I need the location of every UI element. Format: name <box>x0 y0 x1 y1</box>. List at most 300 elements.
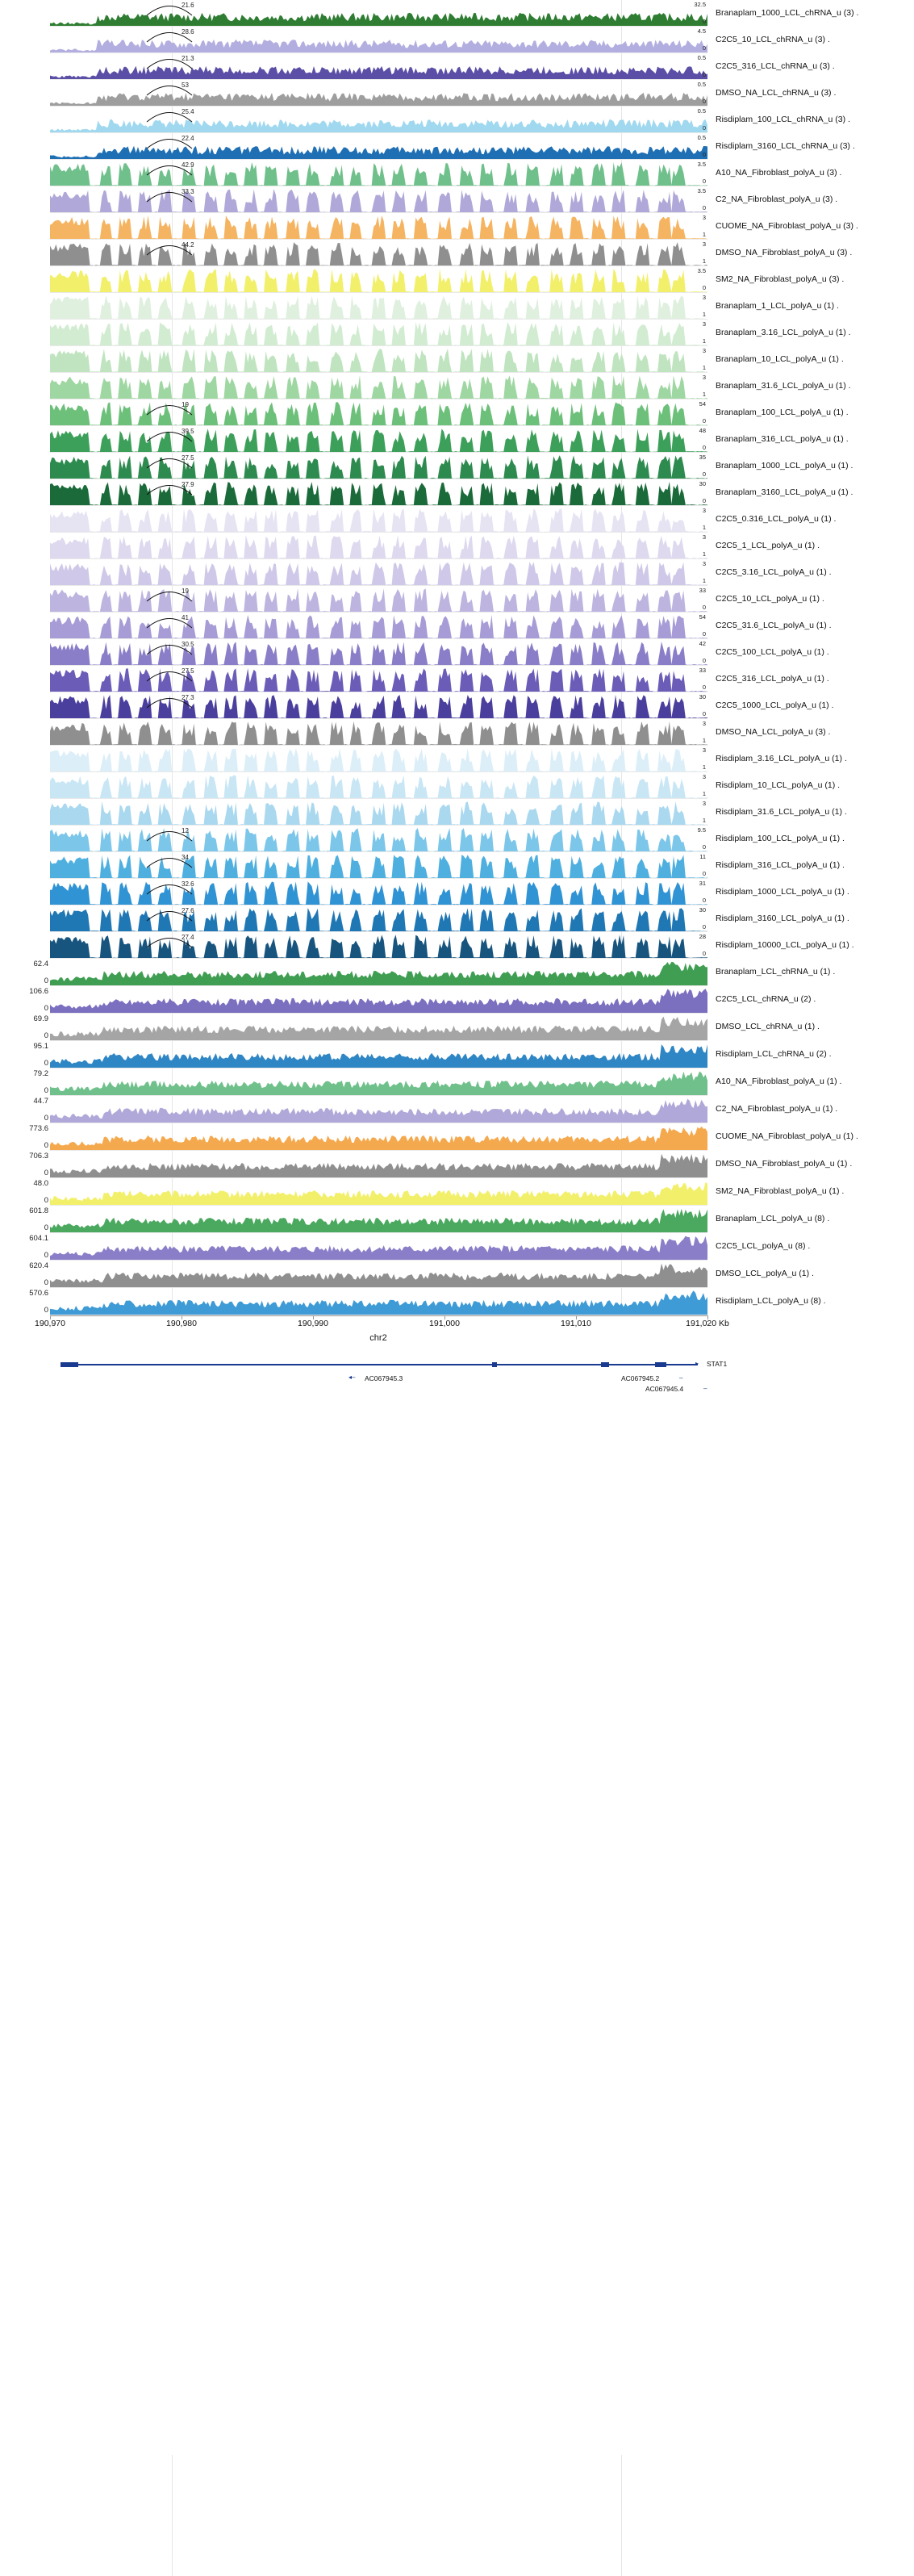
track-row[interactable] <box>0 266 914 293</box>
junction-count-label: 27.9 <box>182 481 194 488</box>
track-y-axis <box>0 1151 50 1178</box>
track-row[interactable] <box>0 1068 914 1096</box>
y-axis-min: 0 <box>44 1114 48 1123</box>
track-y-axis <box>0 799 50 826</box>
splice-junction-arc <box>145 188 194 204</box>
coverage-signal <box>50 1041 707 1068</box>
track-label <box>707 1068 914 1096</box>
track-y-axis <box>0 772 50 799</box>
track-plot[interactable] <box>50 772 707 799</box>
gene-exon <box>61 1362 78 1367</box>
track-row[interactable] <box>0 479 914 506</box>
track-row[interactable] <box>0 27 914 53</box>
track-label <box>707 586 914 613</box>
junction-count-label: 25.4 <box>182 108 194 115</box>
track-y-axis <box>0 373 50 399</box>
track-range-max: 54 <box>699 400 706 408</box>
junction-count-label: 21.6 <box>182 2 194 9</box>
track-label <box>707 293 914 320</box>
x-axis <box>0 1315 914 1353</box>
splice-junction-arc <box>145 428 194 444</box>
track-label-text: Branaplam_1000_LCL_chRNA_u (3) . <box>716 7 859 18</box>
track-plot[interactable] <box>50 346 707 373</box>
track-row[interactable] <box>0 852 914 879</box>
track-row[interactable] <box>0 959 914 986</box>
junction-count-label: 42.9 <box>182 161 194 169</box>
track-row[interactable] <box>0 826 914 852</box>
splice-junction-arc <box>145 827 194 843</box>
track-range-max: 3 <box>702 800 706 807</box>
track-label <box>707 852 914 879</box>
track-plot[interactable] <box>50 905 707 932</box>
track-y-axis <box>0 453 50 479</box>
track-plot[interactable] <box>50 213 707 240</box>
track-range-max: 4.5 <box>697 27 706 35</box>
track-plot[interactable] <box>50 320 707 346</box>
y-axis-max: 604.1 <box>29 1234 48 1243</box>
track-plot[interactable] <box>50 80 707 107</box>
track-plot[interactable] <box>50 53 707 80</box>
track-range-max: 3 <box>702 720 706 727</box>
track-y-axis <box>0 986 50 1014</box>
track-row[interactable] <box>0 692 914 719</box>
x-axis-label: chr2 <box>369 1333 387 1343</box>
track-y-axis <box>0 107 50 133</box>
y-axis-max: 79.2 <box>33 1069 48 1078</box>
coverage-signal <box>50 1068 707 1095</box>
track-plot[interactable] <box>50 1233 707 1261</box>
footer-guide-lines <box>0 2455 914 2576</box>
y-axis-max: 620.4 <box>29 1261 48 1270</box>
track-label <box>707 373 914 399</box>
splice-junction-arc <box>145 907 194 923</box>
track-label-text: Risdiplam_31.6_LCL_polyA_u (1) . <box>716 806 847 817</box>
track-y-axis <box>0 320 50 346</box>
track-label-text: Branaplam_3.16_LCL_polyA_u (1) . <box>716 327 851 337</box>
track-row[interactable] <box>0 879 914 905</box>
track-range-min: 1 <box>702 763 706 771</box>
x-axis-line <box>50 1315 707 1316</box>
track-plot[interactable] <box>50 1041 707 1068</box>
track-range-max: 3.5 <box>697 187 706 194</box>
track-plot[interactable] <box>50 959 707 986</box>
track-plot[interactable] <box>50 879 707 905</box>
track-label <box>707 533 914 559</box>
track-range-max: 35 <box>699 454 706 461</box>
coverage-signal <box>50 346 707 372</box>
track-label <box>707 799 914 826</box>
track-plot[interactable] <box>50 666 707 692</box>
track-plot[interactable] <box>50 932 707 959</box>
track-plot[interactable] <box>50 986 707 1014</box>
junction-count-label: 27.3 <box>182 694 194 701</box>
track-plot[interactable] <box>50 746 707 772</box>
track-label <box>707 27 914 53</box>
track-range-min: 0 <box>702 98 706 105</box>
junction-count-label: 34 <box>182 854 189 861</box>
track-row[interactable] <box>0 320 914 346</box>
track-row[interactable] <box>0 80 914 107</box>
track-label-text: Risdiplam_3.16_LCL_polyA_u (1) . <box>716 753 847 763</box>
track-label-text: SM2_NA_Fibroblast_polyA_u (1) . <box>716 1186 845 1197</box>
track-plot[interactable] <box>50 133 707 160</box>
track-row[interactable] <box>0 0 914 27</box>
coverage-signal <box>50 1123 707 1150</box>
track-range-min: 1 <box>702 364 706 371</box>
track-label-text: A10_NA_Fibroblast_polyA_u (1) . <box>716 1077 842 1087</box>
track-range-min: 0 <box>702 843 706 851</box>
coverage-signal <box>50 1233 707 1260</box>
track-label <box>707 399 914 426</box>
splice-junction-arc <box>145 161 194 178</box>
track-label-text: Branaplam_3160_LCL_polyA_u (1) . <box>716 487 853 497</box>
track-row[interactable] <box>0 559 914 586</box>
x-axis-tick-label: 190,990 <box>298 1319 328 1328</box>
coverage-signal <box>50 986 707 1013</box>
junction-count-label: 30.5 <box>182 641 194 648</box>
track-label <box>707 1206 914 1233</box>
track-label-text: DMSO_NA_Fibroblast_polyA_u (3) . <box>716 247 853 257</box>
track-range-max: 3 <box>702 746 706 754</box>
track-label <box>707 986 914 1014</box>
track-row[interactable] <box>0 1041 914 1068</box>
track-range-min: 1 <box>702 337 706 345</box>
track-y-axis <box>0 80 50 107</box>
track-plot[interactable] <box>50 479 707 506</box>
track-label-text: Risdiplam_LCL_polyA_u (8) . <box>716 1296 826 1307</box>
track-label-text: Risdiplam_1000_LCL_polyA_u (1) . <box>716 886 849 897</box>
splice-junction-arc <box>145 454 194 470</box>
x-axis-tick-label: 191,010 <box>561 1319 591 1328</box>
track-row[interactable] <box>0 586 914 613</box>
y-axis-min: 0 <box>44 1169 48 1177</box>
track-y-axis <box>0 559 50 586</box>
track-row[interactable] <box>0 186 914 213</box>
track-row[interactable] <box>0 1206 914 1233</box>
splice-junction-arc <box>145 667 194 684</box>
track-row[interactable] <box>0 53 914 80</box>
track-row[interactable] <box>0 639 914 666</box>
track-row[interactable] <box>0 213 914 240</box>
y-axis-min: 0 <box>44 1251 48 1260</box>
coverage-signal <box>50 1014 707 1040</box>
track-y-axis <box>0 692 50 719</box>
track-range-min: 0 <box>702 923 706 930</box>
track-plot[interactable] <box>50 1178 707 1206</box>
track-label-text: Branaplam_100_LCL_polyA_u (1) . <box>716 407 849 417</box>
y-axis-min: 0 <box>44 1306 48 1315</box>
track-plot[interactable] <box>50 293 707 320</box>
track-row[interactable] <box>0 719 914 746</box>
track-label <box>707 959 914 986</box>
track-row[interactable] <box>0 799 914 826</box>
track-range-max: 3 <box>702 294 706 301</box>
track-plot[interactable] <box>50 399 707 426</box>
track-label <box>707 666 914 692</box>
x-axis-tick-label: 191,020 Kb <box>686 1319 729 1328</box>
track-label <box>707 53 914 80</box>
transcript-strand-arrow-icon: – <box>703 1385 707 1392</box>
y-axis-min: 0 <box>44 1004 48 1013</box>
track-plot[interactable] <box>50 586 707 613</box>
track-label-text: Branaplam_316_LCL_polyA_u (1) . <box>716 433 849 444</box>
track-range-max: 32.5 <box>694 1 706 8</box>
track-range-max: 3 <box>702 533 706 541</box>
track-label-text: C2C5_3.16_LCL_polyA_u (1) . <box>716 567 832 577</box>
track-row[interactable] <box>0 1014 914 1041</box>
track-label-text: Risdiplam_100_LCL_chRNA_u (3) . <box>716 114 850 124</box>
track-range-max: 3 <box>702 560 706 567</box>
y-axis-max: 44.7 <box>33 1097 48 1106</box>
track-y-axis <box>0 1206 50 1233</box>
junction-count-label: 44.2 <box>182 241 194 249</box>
track-range-max: 0.5 <box>697 134 706 141</box>
track-y-axis <box>0 186 50 213</box>
track-label <box>707 719 914 746</box>
track-plot[interactable] <box>50 852 707 879</box>
track-plot[interactable] <box>50 1014 707 1041</box>
track-plot[interactable] <box>50 266 707 293</box>
junction-count-label: 39.5 <box>182 428 194 435</box>
track-y-axis <box>0 852 50 879</box>
track-label-text: A10_NA_Fibroblast_polyA_u (3) . <box>716 167 842 178</box>
track-label <box>707 1014 914 1041</box>
track-row[interactable] <box>0 426 914 453</box>
track-row[interactable] <box>0 133 914 160</box>
coverage-signal <box>50 320 707 345</box>
track-label-text: Branaplam_1000_LCL_polyA_u (1) . <box>716 460 853 470</box>
track-label <box>707 1178 914 1206</box>
track-label-text: SM2_NA_Fibroblast_polyA_u (3) . <box>716 274 845 284</box>
track-y-axis <box>0 1178 50 1206</box>
gene-strand-arrow-icon: ▸ <box>695 1360 699 1367</box>
track-row[interactable] <box>0 107 914 133</box>
splice-junction-arc <box>145 614 194 630</box>
track-range-max: 0.5 <box>697 81 706 88</box>
track-plot[interactable] <box>50 27 707 53</box>
track-label-text: C2C5_1000_LCL_polyA_u (1) . <box>716 700 834 710</box>
track-label <box>707 1288 914 1315</box>
track-row[interactable] <box>0 1261 914 1288</box>
track-label <box>707 453 914 479</box>
track-row[interactable] <box>0 1178 914 1206</box>
track-label <box>707 1233 914 1261</box>
track-plot[interactable] <box>50 373 707 399</box>
track-plot[interactable] <box>50 506 707 533</box>
track-row[interactable] <box>0 399 914 426</box>
track-label-text: C2C5_0.316_LCL_polyA_u (1) . <box>716 513 837 524</box>
track-row[interactable] <box>0 613 914 639</box>
track-y-axis <box>0 533 50 559</box>
track-row[interactable] <box>0 772 914 799</box>
track-plot[interactable] <box>50 719 707 746</box>
coverage-signal <box>50 959 707 985</box>
track-range-max: 30 <box>699 906 706 914</box>
coverage-signal <box>50 373 707 399</box>
track-y-axis <box>0 346 50 373</box>
track-row[interactable] <box>0 160 914 186</box>
track-label-text: C2C5_1_LCL_polyA_u (1) . <box>716 540 820 550</box>
track-label-text: DMSO_LCL_polyA_u (1) . <box>716 1269 814 1279</box>
track-label <box>707 506 914 533</box>
track-range-max: 0.5 <box>697 107 706 115</box>
track-range-max: 31 <box>699 880 706 887</box>
track-y-axis <box>0 826 50 852</box>
track-label <box>707 905 914 932</box>
track-row[interactable] <box>0 1151 914 1178</box>
track-plot[interactable] <box>50 160 707 186</box>
track-row[interactable] <box>0 1288 914 1315</box>
track-label <box>707 1123 914 1151</box>
track-range-max: 33 <box>699 667 706 674</box>
splice-junction-arc <box>145 135 194 151</box>
track-label <box>707 932 914 959</box>
track-row[interactable] <box>0 905 914 932</box>
track-plot[interactable] <box>50 692 707 719</box>
track-range-max: 0.5 <box>697 54 706 61</box>
x-axis-tick-label: 190,980 <box>166 1319 197 1328</box>
track-range-max: 54 <box>699 613 706 621</box>
track-plot[interactable] <box>50 0 707 27</box>
track-range-max: 33 <box>699 587 706 594</box>
track-plot[interactable] <box>50 1288 707 1315</box>
track-range-max: 3 <box>702 214 706 221</box>
track-y-axis <box>0 1096 50 1123</box>
track-plot[interactable] <box>50 107 707 133</box>
track-range-max: 3 <box>702 320 706 328</box>
splice-junction-arc <box>145 108 194 124</box>
track-row[interactable] <box>0 986 914 1014</box>
track-row[interactable] <box>0 1123 914 1151</box>
splice-junction-arc <box>145 401 194 417</box>
track-row[interactable] <box>0 533 914 559</box>
track-plot[interactable] <box>50 1261 707 1288</box>
track-row[interactable] <box>0 240 914 266</box>
track-label-text: DMSO_NA_LCL_polyA_u (3) . <box>716 726 831 737</box>
coverage-signal <box>50 559 707 585</box>
track-plot[interactable] <box>50 559 707 586</box>
track-plot[interactable] <box>50 799 707 826</box>
coverage-signal <box>50 533 707 558</box>
track-range-min: 0 <box>702 444 706 451</box>
track-plot[interactable] <box>50 613 707 639</box>
track-label-text: DMSO_NA_Fibroblast_polyA_u (1) . <box>716 1159 853 1169</box>
track-row[interactable] <box>0 932 914 959</box>
track-range-min: 0 <box>702 630 706 638</box>
track-range-min: 0 <box>702 657 706 664</box>
y-axis-max: 69.9 <box>33 1014 48 1023</box>
track-range-min: 0 <box>702 710 706 717</box>
track-label <box>707 0 914 27</box>
y-axis-max: 48.0 <box>33 1179 48 1188</box>
track-label <box>707 639 914 666</box>
track-label-text: Risdiplam_3160_LCL_chRNA_u (3) . <box>716 140 855 151</box>
junction-count-label: 27.6 <box>182 907 194 914</box>
track-range-min: 0 <box>702 604 706 611</box>
track-label-text: C2C5_31.6_LCL_polyA_u (1) . <box>716 620 832 630</box>
track-label <box>707 160 914 186</box>
track-plot[interactable] <box>50 1123 707 1151</box>
track-plot[interactable] <box>50 240 707 266</box>
track-row[interactable] <box>0 1233 914 1261</box>
track-label-text: CUOME_NA_Fibroblast_polyA_u (1) . <box>716 1131 858 1142</box>
track-plot[interactable] <box>50 533 707 559</box>
splice-junction-arc <box>145 641 194 657</box>
track-row[interactable] <box>0 293 914 320</box>
track-range-max: 3.5 <box>697 267 706 274</box>
track-label-text: C2C5_LCL_polyA_u (8) . <box>716 1241 811 1252</box>
coverage-signal <box>50 772 707 798</box>
track-row[interactable] <box>0 746 914 772</box>
y-axis-min: 0 <box>44 1141 48 1150</box>
track-range-min: 0 <box>702 497 706 504</box>
y-axis-max: 106.6 <box>29 987 48 996</box>
track-label <box>707 1041 914 1068</box>
splice-junction-arc <box>145 694 194 710</box>
track-y-axis <box>0 479 50 506</box>
track-row[interactable] <box>0 453 914 479</box>
track-range-min: 1 <box>702 550 706 558</box>
junction-count-label: 41 <box>182 614 189 621</box>
track-plot[interactable] <box>50 639 707 666</box>
track-range-min: 0 <box>702 178 706 185</box>
track-plot[interactable] <box>50 1068 707 1096</box>
junction-count-label: 32.6 <box>182 880 194 888</box>
track-label-text: DMSO_LCL_chRNA_u (1) . <box>716 1022 820 1032</box>
track-label-text: DMSO_NA_LCL_chRNA_u (3) . <box>716 87 837 98</box>
track-plot[interactable] <box>50 453 707 479</box>
track-plot[interactable] <box>50 426 707 453</box>
y-axis-max: 62.4 <box>33 960 48 968</box>
track-plot[interactable] <box>50 1151 707 1178</box>
track-row[interactable] <box>0 346 914 373</box>
track-label-text: Branaplam_1_LCL_polyA_u (1) . <box>716 300 839 311</box>
track-y-axis <box>0 586 50 613</box>
y-axis-max: 601.8 <box>29 1206 48 1215</box>
gene-exon <box>601 1362 609 1367</box>
track-label <box>707 346 914 373</box>
track-y-axis <box>0 506 50 533</box>
track-label-text: C2C5_316_LCL_polyA_u (1) . <box>716 673 829 684</box>
track-range-max: 30 <box>699 480 706 487</box>
track-range-max: 3 <box>702 773 706 780</box>
track-plot[interactable] <box>50 1096 707 1123</box>
coverage-signal <box>50 266 707 292</box>
track-range-min: 1 <box>702 231 706 238</box>
track-y-axis <box>0 613 50 639</box>
track-y-axis <box>0 240 50 266</box>
track-y-axis <box>0 293 50 320</box>
coverage-signal <box>50 293 707 319</box>
track-range-max: 3 <box>702 347 706 354</box>
track-range-min: 1 <box>702 391 706 398</box>
y-axis-min: 0 <box>44 1031 48 1040</box>
y-axis-min: 0 <box>44 976 48 985</box>
track-row[interactable] <box>0 666 914 692</box>
track-row[interactable] <box>0 506 914 533</box>
track-label-text: C2C5_10_LCL_chRNA_u (3) . <box>716 34 830 44</box>
track-row[interactable] <box>0 1096 914 1123</box>
gene-name-label: STAT1 <box>707 1360 728 1368</box>
track-plot[interactable] <box>50 1206 707 1233</box>
coverage-signal <box>50 213 707 239</box>
track-plot[interactable] <box>50 826 707 852</box>
x-axis-tick-label: 191,000 <box>429 1319 460 1328</box>
track-plot[interactable] <box>50 186 707 213</box>
y-axis-max: 95.1 <box>33 1042 48 1051</box>
track-row[interactable] <box>0 373 914 399</box>
track-range-min: 1 <box>702 257 706 265</box>
